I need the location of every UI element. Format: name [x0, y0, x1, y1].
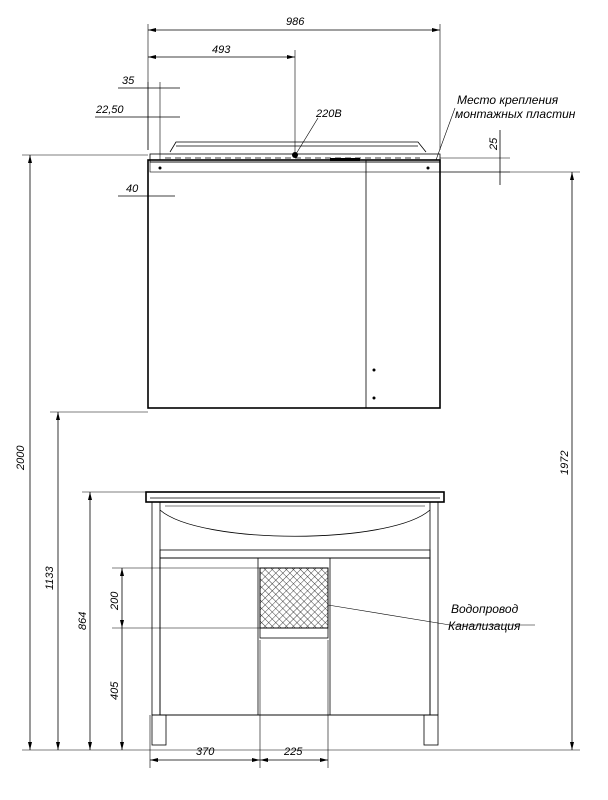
- dim-half-width-label: 493: [212, 44, 231, 56]
- dim-left-offset-label: 370: [196, 746, 215, 758]
- dim-22-50: [95, 104, 180, 117]
- dim-sink-height: [44, 412, 148, 750]
- dim-25-label: 25: [488, 137, 500, 150]
- dim-half-width: [148, 44, 295, 155]
- sewage-label: Канализация: [448, 619, 521, 633]
- dim-cabinet-height: [77, 492, 148, 750]
- dim-35: [118, 75, 180, 160]
- socket-label: 220В: [316, 108, 342, 120]
- dim-pipe-zone-label: 200: [109, 591, 121, 610]
- mount-note: [436, 93, 576, 160]
- dim-cabinet-height-label: 864: [77, 611, 89, 630]
- dim-35-label: 35: [122, 75, 135, 87]
- dim-pipe-base-label: 405: [109, 681, 121, 700]
- dim-pipe-width-label: 225: [284, 746, 303, 758]
- dim-total-width-label: 986: [286, 16, 305, 28]
- water-supply-label: Водопровод: [451, 602, 519, 616]
- dim-total-width: [148, 16, 440, 150]
- dim-sink-height-label: 1133: [44, 566, 56, 590]
- mount-note-line1: Место крепления: [457, 93, 559, 107]
- dim-22-50-label: 22,50: [96, 104, 124, 116]
- dim-bottom: [150, 640, 328, 768]
- dim-mirror-top: [440, 172, 580, 750]
- mirror-cabinet: [148, 160, 440, 408]
- dim-pipe-zone: [109, 568, 260, 750]
- dim-total-height: [15, 155, 148, 750]
- pipe-note: [328, 602, 535, 633]
- dim-25: [440, 130, 510, 185]
- dim-total-height-label: 2000: [15, 445, 27, 470]
- pipe-opening: [260, 568, 328, 638]
- dim-40: [118, 183, 175, 196]
- socket-icon: [292, 152, 298, 158]
- dim-40-label: 40: [126, 183, 139, 195]
- mount-note-line2: монтажных пластин: [455, 107, 576, 121]
- dim-mirror-top-label: 1972: [559, 450, 571, 475]
